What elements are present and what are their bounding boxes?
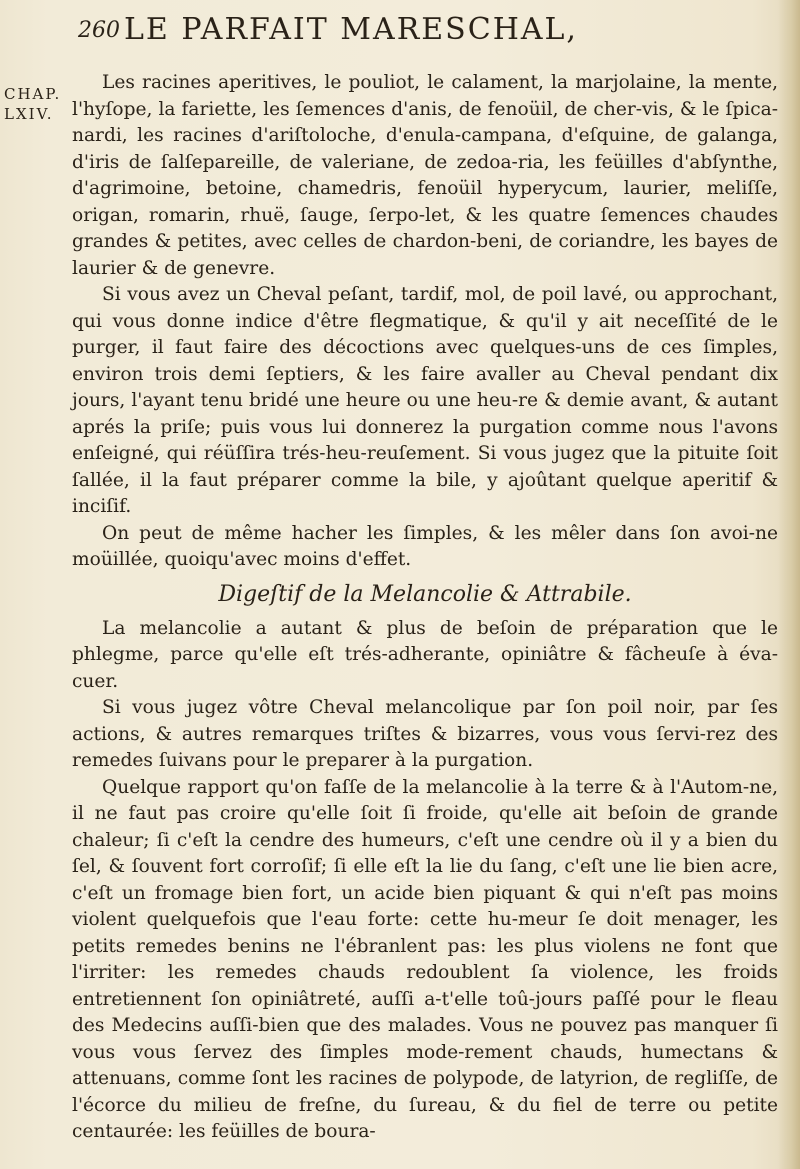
page-edge-shadow bbox=[778, 0, 800, 1169]
paragraph-melancholy-nature: Quelque rapport qu'on faſſe de la melancolie à la terre & à l'Autom-ne, il ne faut pas croire qu'elle ſoit ſi froide, qu'elle ait beſoin de grande chaleur; ſi c'eſt la cendre des humeurs, c'eſt une cendre où il y a bien du ſel, & ſouvent fort corroſif; ſi elle eſt la lie du ſang, c'eſt une lie bien acre, c'eſt un fromage bien fort, un acide bien piquant & qui n'eſt pas moins violent quelquefois que l'eau forte: cette hu-meur ſe doit menager, les petits remedes benins ne l'ébranlent pas: les plus violens ne font que l'irriter: les remedes chauds redoublent ſa violence, les froids entretiennent ſon opiniâtreté, auſſi a-t'elle toû-jours paſſé pour le fleau des Medecins auſſi-bien que des malades. Vous ne pouvez pas manquer ſi vous vous ſervez des ſimples mode-rement chauds, humectans & attenuans, comme ſont les racines de polypode, de latyrion, de regliſſe, de l'écorce du milieu de freſne, du ſureau, & du fiel de terre ou petite centaurée: les feüilles de boura- bbox=[72, 776, 778, 1142]
page-header bbox=[78, 12, 778, 52]
paragraph-remedies-list: Les racines aperitives, le pouliot, le calament, la marjolaine, la mente, l'hyſope, la fariette, les ſemences d'anis, de fenoüil, de cher-vis, & le ſpica-nardi, les racines d'ariſtoloche, d'enula-campana, d'eſquine, de galanga, d'iris de ſalſepareille, de valeriane, de zedoa-ria, les feüilles d'abſynthe, d'agrimoine, betoine, chamedris, fenoüil hyperycum, laurier, meliſſe, origan, romarin, rhuë, ſauge, ſerpo-let, & les quatre ſemences chaudes grandes & petites, avec celles de chardon-beni, de coriandre, les bayes de laurier & de genevre. bbox=[72, 72, 778, 279]
paragraph-chopped-simples: On peut de même hacher les ſimples, & les mêler dans ſon avoi-ne moüillée, quoiqu'avec moins d'effet. bbox=[72, 522, 778, 570]
section-title: Digeſtif de la Melancolie & Attrabile. bbox=[218, 581, 632, 607]
body-text bbox=[72, 70, 778, 1146]
page-number: 260 bbox=[78, 18, 120, 43]
paragraph-phlegmatic-horse: Si vous avez un Cheval peſant, tardif, mol, de poil lavé, ou approchant, qui vous donne indice d'être flegmatique, & qu'il y ait neceſſité de le purger, il faut faire des décoctions avec quelques-uns de ces ſimples, environ trois demi ſeptiers, & les faire avaller au Cheval pendant dix jours, l'ayant tenu bridé une heure ou une heu-re & demie avant, & autant aprés la priſe; puis vous lui donnerez la purgation comme nous l'avons enſeigné, qui réüſſira trés-heu-reuſement. Si vous jugez que la pituite ſoit ſallée, il la faut préparer comme la bile, y ajoûtant quelque aperitif & inciſif. bbox=[72, 284, 778, 517]
chapter-margin-note bbox=[4, 84, 74, 125]
paragraph-melancholy-intro: La melancolie a autant & plus de beſoin de préparation que le phlegme, parce qu'elle eſt trés-adherante, opiniâtre & fâcheuſe à éva-cuer. bbox=[72, 617, 778, 692]
chapter-label: CHAP. bbox=[4, 85, 62, 103]
chapter-number: LXIV. bbox=[4, 105, 54, 124]
running-title: LE PARFAIT MARESCHAL, bbox=[124, 12, 578, 47]
paragraph-melancholic-horse: Si vous jugez vôtre Cheval melancolique par ſon poil noir, par ſes actions, & autres remarques triſtes & bizarres, vous vous ſervi-rez des remedes ſuivans pour le preparer à la purgation. bbox=[72, 697, 778, 771]
